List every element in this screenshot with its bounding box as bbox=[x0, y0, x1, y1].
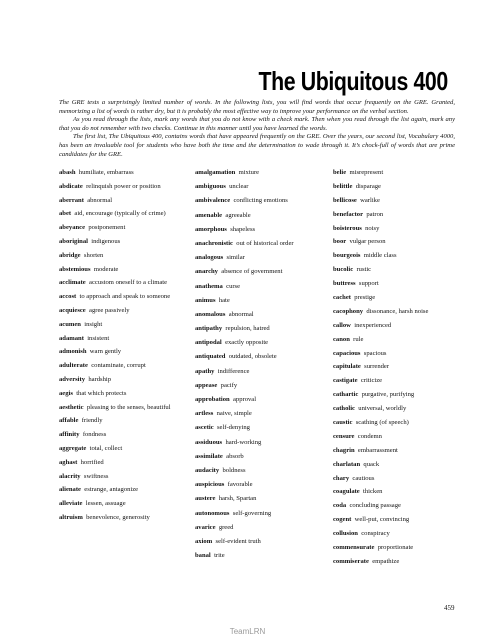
vocab-entry bbox=[59, 362, 189, 370]
vocab-word: anarchy bbox=[195, 268, 218, 276]
vocab-definition: rule bbox=[353, 335, 364, 343]
vocab-entry bbox=[195, 353, 327, 361]
vocab-entry bbox=[59, 348, 189, 356]
vocab-definition: greed bbox=[218, 523, 234, 531]
vocab-definition: middle class bbox=[363, 252, 397, 260]
vocab-entry bbox=[333, 447, 457, 455]
vocab-definition: absence of government bbox=[221, 268, 283, 276]
vocab-definition: patron bbox=[366, 210, 384, 218]
vocab-word: ambiguous bbox=[195, 183, 226, 191]
vocab-word: aberrant bbox=[59, 196, 84, 204]
vocab-definition: horrified bbox=[80, 458, 104, 466]
vocab-definition: hate bbox=[218, 296, 230, 304]
vocab-entry bbox=[333, 308, 457, 316]
vocab-definition: relinquish power or position bbox=[86, 182, 161, 190]
vocab-definition: cautious bbox=[352, 474, 375, 482]
vocab-definition: conspiracy bbox=[361, 530, 390, 538]
vocab-definition: criticize bbox=[360, 377, 383, 385]
vocab-definition: inexperienced bbox=[354, 321, 392, 329]
vocab-definition: hard-working bbox=[225, 438, 262, 446]
vocab-entry bbox=[195, 311, 327, 319]
watermark: TeamLRN bbox=[229, 627, 266, 636]
vocab-word: assimilate bbox=[195, 452, 223, 460]
vocab-definition: repulsion, hatred bbox=[225, 325, 270, 333]
vocab-word: axiom bbox=[195, 537, 213, 545]
vocab-word: auspicious bbox=[195, 481, 225, 489]
vocab-word: boisterous bbox=[333, 224, 362, 232]
vocab-entry bbox=[195, 552, 327, 560]
vocab-word: affable bbox=[59, 417, 79, 425]
vocab-word: acquiesce bbox=[59, 306, 86, 314]
vocab-entry bbox=[59, 404, 189, 412]
vocab-word: catholic bbox=[333, 405, 355, 413]
vocab-word: altruism bbox=[59, 513, 83, 521]
vocab-definition: contaminate, corrupt bbox=[91, 362, 146, 370]
vocab-entry bbox=[333, 197, 457, 205]
vocab-definition: to approach and speak to someone bbox=[79, 293, 171, 301]
vocab-definition: thicken bbox=[363, 488, 383, 496]
vocab-entry bbox=[333, 336, 457, 344]
vocab-word: boor bbox=[333, 238, 347, 246]
vocab-word: acumen bbox=[59, 320, 81, 328]
vocab-word: accost bbox=[59, 293, 77, 301]
vocab-entry bbox=[195, 283, 327, 291]
vocab-definition: harsh, Spartan bbox=[218, 495, 257, 503]
vocab-definition: rustic bbox=[356, 266, 372, 274]
vocab-entry bbox=[195, 453, 327, 461]
vocab-definition: warlike bbox=[360, 196, 380, 204]
vocab-word: affinity bbox=[59, 431, 80, 439]
vocab-entry bbox=[59, 390, 189, 398]
vocab-entry bbox=[195, 467, 327, 475]
word-column-1 bbox=[59, 169, 189, 528]
vocab-definition: exactly opposite bbox=[225, 339, 269, 347]
vocab-word: abridge bbox=[59, 251, 81, 259]
vocab-definition: proportionate bbox=[377, 544, 414, 552]
vocab-definition: warn gently bbox=[89, 348, 122, 356]
vocab-definition: lessen, assuage bbox=[85, 500, 126, 508]
vocab-word: artless bbox=[195, 410, 214, 418]
vocab-word: anachronistic bbox=[195, 239, 233, 247]
vocab-entry bbox=[59, 238, 189, 246]
vocab-word: collusion bbox=[333, 530, 358, 538]
vocab-word: cacophony bbox=[333, 307, 364, 315]
vocab-word: amalgamation bbox=[195, 169, 236, 176]
vocab-word: coagulate bbox=[333, 488, 360, 496]
vocab-entry bbox=[195, 368, 327, 376]
vocab-word: caustic bbox=[333, 419, 353, 427]
vocab-entry bbox=[333, 433, 457, 441]
vocab-definition: condemn bbox=[357, 432, 382, 440]
vocab-word: buttress bbox=[333, 280, 356, 288]
vocab-word: bucolic bbox=[333, 266, 354, 274]
vocab-definition: aid, encourage (typically of crime) bbox=[74, 210, 166, 218]
vocab-word: censure bbox=[333, 432, 355, 440]
vocab-definition: mixture bbox=[238, 169, 260, 176]
vocab-definition: spacious bbox=[363, 349, 387, 357]
vocab-entry bbox=[333, 225, 457, 233]
vocab-word: approbation bbox=[195, 396, 230, 403]
vocab-entry bbox=[195, 524, 327, 532]
vocab-definition: disparage bbox=[355, 182, 381, 190]
vocab-definition: pacify bbox=[220, 381, 238, 389]
vocab-entry bbox=[59, 335, 189, 343]
vocab-entry bbox=[195, 410, 327, 418]
vocab-entry bbox=[333, 502, 457, 510]
vocab-definition: shapeless bbox=[230, 225, 256, 233]
vocab-word: autonomous bbox=[195, 509, 230, 517]
vocab-entry bbox=[333, 558, 457, 566]
vocab-entry bbox=[333, 419, 457, 427]
vocab-definition: approval bbox=[233, 396, 257, 403]
vocab-entry bbox=[333, 377, 457, 385]
vocab-definition: swiftness bbox=[83, 472, 109, 480]
vocab-entry bbox=[195, 254, 327, 262]
vocab-definition: abnormal bbox=[228, 310, 254, 318]
vocab-entry bbox=[333, 280, 457, 288]
vocab-entry bbox=[333, 516, 457, 524]
vocab-entry bbox=[195, 339, 327, 347]
intro-paragraph-2: As you read through the lists, mark any words that you do not know with a check mark. Then when you read through the list again, mark any that you do not remember with two checks. Continue in this manner until you have learned the words. bbox=[59, 116, 455, 132]
vocab-definition: misrepresent bbox=[349, 169, 384, 176]
vocab-entry bbox=[59, 514, 189, 522]
vocab-definition: conflicting emotions bbox=[233, 197, 288, 205]
vocab-entry bbox=[59, 183, 189, 191]
vocab-entry bbox=[59, 197, 189, 205]
vocab-definition: moderate bbox=[93, 265, 119, 273]
vocab-word: admonish bbox=[59, 348, 87, 356]
vocab-word: abet bbox=[59, 210, 72, 218]
vocab-entry bbox=[195, 183, 327, 191]
vocab-entry bbox=[195, 481, 327, 489]
vocab-entry bbox=[59, 417, 189, 425]
vocab-entry bbox=[333, 405, 457, 413]
vocab-word: appease bbox=[195, 381, 218, 389]
vocab-word: anomalous bbox=[195, 310, 226, 318]
vocab-definition: pleasing to the senses, beautiful bbox=[86, 403, 171, 411]
vocab-word: aesthetic bbox=[59, 403, 84, 411]
vocab-entry bbox=[195, 495, 327, 503]
vocab-entry bbox=[333, 461, 457, 469]
vocab-entry bbox=[59, 266, 189, 274]
vocab-word: cathartic bbox=[333, 391, 359, 399]
page-title: The Ubiquitous 400 bbox=[258, 66, 448, 96]
vocab-definition: benevolence, generosity bbox=[86, 513, 150, 521]
vocab-word: apathy bbox=[195, 367, 215, 375]
vocab-word: benefactor bbox=[333, 210, 364, 218]
vocab-entry bbox=[59, 321, 189, 329]
vocab-entry bbox=[59, 473, 189, 481]
vocab-word: abash bbox=[59, 169, 76, 176]
vocab-word: castigate bbox=[333, 377, 358, 385]
vocab-definition: well-put, convincing bbox=[354, 516, 410, 524]
vocab-word: amorphous bbox=[195, 225, 227, 233]
vocab-word: bourgeois bbox=[333, 252, 361, 260]
vocab-word: bellicose bbox=[333, 196, 357, 204]
vocab-word: adulterate bbox=[59, 362, 88, 370]
vocab-entry bbox=[195, 226, 327, 234]
vocab-definition: curse bbox=[226, 282, 241, 290]
vocab-word: charlatan bbox=[333, 460, 361, 468]
vocab-entry bbox=[195, 297, 327, 305]
vocab-word: ambivalence bbox=[195, 197, 231, 205]
vocab-definition: scathing (of speech) bbox=[355, 419, 409, 427]
vocab-definition: support bbox=[358, 280, 379, 288]
vocab-entry bbox=[195, 169, 327, 177]
vocab-entry bbox=[195, 510, 327, 518]
vocab-definition: hardship bbox=[88, 375, 112, 383]
vocab-entry bbox=[195, 424, 327, 432]
vocab-word: alacrity bbox=[59, 472, 81, 480]
vocab-entry bbox=[333, 266, 457, 274]
vocab-word: chary bbox=[333, 474, 350, 482]
vocab-word: avarice bbox=[195, 523, 216, 531]
intro-paragraph-3: The first list, The Ubiquitous 400, contains words that have appeared frequently on the GRE. Over the years, our second list, Vocabulary 4000, has been an invaluable tool for students who have both the time and the determination to wade through it. It’s chock-full of words that are prime candidates for the GRE. bbox=[59, 133, 455, 158]
vocab-definition: agreeable bbox=[225, 211, 251, 219]
vocab-entry bbox=[59, 486, 189, 494]
vocab-entry bbox=[333, 363, 457, 371]
vocab-word: aghast bbox=[59, 458, 78, 466]
vocab-word: adversity bbox=[59, 375, 86, 383]
vocab-entry bbox=[59, 459, 189, 467]
vocab-word: cogent bbox=[333, 516, 352, 524]
word-column-2 bbox=[195, 169, 327, 566]
vocab-word: chagrin bbox=[333, 446, 355, 454]
vocab-definition: postponement bbox=[88, 224, 126, 232]
vocab-entry bbox=[59, 376, 189, 384]
vocab-definition: dissonance, harsh noise bbox=[366, 307, 429, 315]
vocab-entry bbox=[59, 431, 189, 439]
vocab-word: cachet bbox=[333, 294, 351, 302]
vocab-definition: accustom oneself to a climate bbox=[89, 279, 168, 287]
vocab-entry bbox=[59, 210, 189, 218]
vocab-definition: estrange, antagonize bbox=[84, 486, 139, 494]
vocab-entry bbox=[195, 212, 327, 220]
vocab-definition: quack bbox=[363, 460, 380, 468]
vocab-word: aegis bbox=[59, 389, 73, 397]
vocab-entry bbox=[333, 211, 457, 219]
vocab-definition: self-governing bbox=[232, 509, 272, 517]
vocab-definition: surrender bbox=[364, 363, 390, 371]
vocab-entry bbox=[333, 530, 457, 538]
vocab-definition: concluding passage bbox=[349, 502, 401, 510]
vocab-definition: similar bbox=[226, 254, 245, 262]
vocab-definition: abnormal bbox=[87, 196, 113, 204]
vocab-definition: indigenous bbox=[91, 237, 121, 245]
vocab-word: coda bbox=[333, 502, 347, 510]
vocab-entry bbox=[59, 293, 189, 301]
vocab-word: belie bbox=[333, 169, 347, 176]
intro-paragraph-1: The GRE tests a surprisingly limited number of words. In the following lists, you will find words that occur frequently on the GRE. Granted, memorizing a list of words is rather dry, but it is probably the most effective way to improve your performance on the verbal section. bbox=[59, 99, 455, 115]
word-column-3 bbox=[333, 169, 457, 572]
vocab-word: austere bbox=[195, 495, 216, 503]
vocab-entry bbox=[59, 307, 189, 315]
vocab-definition: self-evident truth bbox=[215, 537, 261, 545]
vocab-word: alienate bbox=[59, 486, 81, 494]
page-number: 459 bbox=[444, 604, 455, 612]
vocab-entry bbox=[333, 294, 457, 302]
vocab-entry bbox=[195, 325, 327, 333]
vocab-word: abeyance bbox=[59, 224, 86, 232]
vocab-entry bbox=[59, 500, 189, 508]
vocab-definition: empathize bbox=[372, 557, 400, 565]
vocab-definition: embarrassment bbox=[357, 446, 398, 454]
vocab-word: belittle bbox=[333, 182, 353, 190]
vocab-word: assiduous bbox=[195, 438, 223, 446]
vocab-definition: prestige bbox=[354, 294, 376, 302]
vocab-word: aboriginal bbox=[59, 237, 88, 245]
vocab-definition: purgative, purifying bbox=[361, 391, 415, 399]
vocab-definition: insistent bbox=[87, 334, 110, 342]
vocab-definition: vulgar person bbox=[349, 238, 386, 246]
vocab-entry bbox=[59, 279, 189, 287]
vocab-definition: outdated, obsolete bbox=[228, 353, 277, 361]
vocab-entry bbox=[195, 538, 327, 546]
vocab-entry bbox=[59, 252, 189, 260]
vocab-entry bbox=[333, 544, 457, 552]
vocab-word: commiserate bbox=[333, 557, 369, 565]
vocab-word: antipathy bbox=[195, 325, 223, 333]
vocab-definition: that which protects bbox=[76, 389, 127, 397]
vocab-word: abdicate bbox=[59, 182, 83, 190]
vocab-entry bbox=[195, 439, 327, 447]
vocab-word: anathema bbox=[195, 282, 223, 290]
vocab-definition: indifference bbox=[217, 367, 250, 375]
vocab-word: animus bbox=[195, 296, 216, 304]
vocab-word: banal bbox=[195, 552, 211, 560]
vocab-definition: agree passively bbox=[89, 306, 130, 314]
vocab-entry bbox=[195, 396, 327, 404]
vocab-definition: humiliate, embarrass bbox=[78, 169, 134, 176]
vocab-definition: boldness bbox=[222, 466, 246, 474]
vocab-definition: out of historical order bbox=[236, 239, 294, 247]
vocab-entry bbox=[333, 183, 457, 191]
vocab-word: callow bbox=[333, 321, 351, 329]
vocab-entry bbox=[59, 224, 189, 232]
vocab-word: aggregate bbox=[59, 444, 87, 452]
vocab-entry bbox=[333, 488, 457, 496]
vocab-definition: self-denying bbox=[216, 424, 250, 432]
vocab-word: adamant bbox=[59, 334, 84, 342]
vocab-entry bbox=[333, 238, 457, 246]
vocab-word: capitulate bbox=[333, 363, 361, 371]
vocab-word: antiquated bbox=[195, 353, 226, 361]
vocab-entry bbox=[333, 169, 457, 177]
vocab-entry bbox=[333, 475, 457, 483]
vocab-definition: total, collect bbox=[89, 444, 123, 452]
vocab-word: amenable bbox=[195, 211, 223, 219]
vocab-entry bbox=[195, 382, 327, 390]
vocab-definition: unclear bbox=[229, 183, 249, 191]
vocab-word: capacious bbox=[333, 349, 361, 357]
vocab-entry bbox=[333, 391, 457, 399]
vocab-definition: favorable bbox=[227, 481, 253, 489]
vocab-word: acclimate bbox=[59, 279, 86, 287]
vocab-definition: universal, worldly bbox=[358, 405, 407, 413]
vocab-definition: absorb bbox=[226, 452, 244, 460]
vocab-word: ascetic bbox=[195, 424, 214, 432]
vocab-word: alleviate bbox=[59, 500, 83, 508]
vocab-entry bbox=[59, 445, 189, 453]
vocab-word: abstemious bbox=[59, 265, 91, 273]
vocab-definition: friendly bbox=[81, 417, 103, 425]
vocab-word: canon bbox=[333, 335, 350, 343]
vocab-word: antipodal bbox=[195, 339, 222, 347]
vocab-entry bbox=[333, 252, 457, 260]
vocab-definition: naive, simple bbox=[216, 410, 252, 418]
vocab-word: commensurate bbox=[333, 544, 375, 552]
vocab-entry bbox=[333, 322, 457, 330]
vocab-entry bbox=[195, 240, 327, 248]
vocab-entry bbox=[333, 350, 457, 358]
vocab-entry bbox=[195, 268, 327, 276]
vocab-entry bbox=[195, 197, 327, 205]
vocab-definition: insight bbox=[84, 320, 103, 328]
vocab-word: analogous bbox=[195, 254, 224, 262]
intro-text bbox=[59, 99, 455, 159]
vocab-word: audacity bbox=[195, 466, 220, 474]
vocab-definition: fondness bbox=[82, 431, 107, 439]
vocab-definition: trite bbox=[214, 552, 225, 560]
vocab-definition: noisy bbox=[365, 224, 380, 232]
vocab-definition: shorten bbox=[83, 251, 104, 259]
vocab-entry bbox=[59, 169, 189, 177]
